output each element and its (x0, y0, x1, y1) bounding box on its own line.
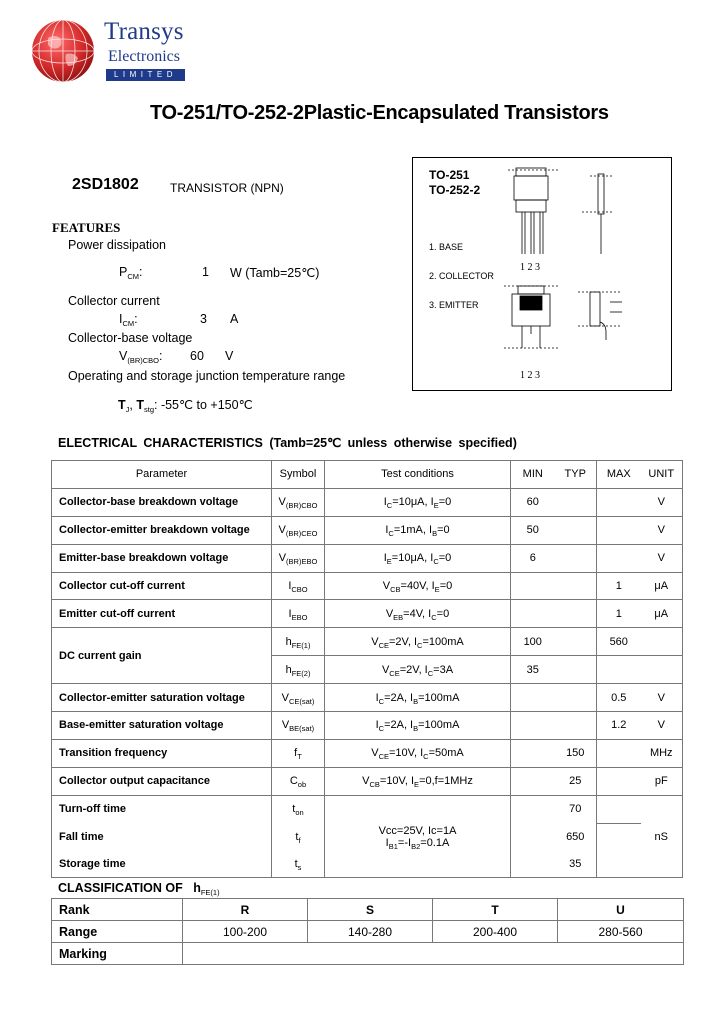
typ-cell (555, 572, 597, 600)
min-cell (511, 600, 555, 628)
max-cell: 1 (597, 572, 641, 600)
voltage-unit: V (225, 349, 234, 363)
param-cell: Collector output capacitance (52, 767, 272, 795)
header-test: Test conditions (325, 461, 511, 489)
unit-cell: V (641, 712, 683, 740)
unit-cell: V (641, 684, 683, 712)
condition-cell-switching: Vcc=25V, Ic=1A $I_{B1}=-I_{B2}=0.1A$ (325, 795, 511, 878)
symbol-cell: $V_{CE(sat)}$ (272, 684, 325, 712)
condition-cell: $I_C=10\mu A$, $I_E=0$ (325, 488, 511, 516)
condition-cell: $I_C=1mA$, $I_B=0$ (325, 516, 511, 544)
unit-cell: pF (641, 767, 683, 795)
min-cell (511, 712, 555, 740)
symbol-cell: $C_{ob}$ (272, 767, 325, 795)
temp-range: $T_J$, $T_{stg}$: -55℃ to +150℃ (118, 398, 253, 414)
power-unit: W (Tamb=25℃) (230, 266, 320, 280)
typ-cell (555, 628, 597, 656)
rank-cell: T (433, 899, 558, 921)
unit-cell: V (641, 516, 683, 544)
max-cell (597, 739, 641, 767)
package-name-2: TO-252-2 (429, 183, 481, 197)
typ-cell: 35 (555, 850, 597, 877)
typ-cell (555, 516, 597, 544)
condition-cell: $I_C=2A$, $I_B=100mA$ (325, 684, 511, 712)
symbol-cell: $V_{(BR)CBO}$ (272, 488, 325, 516)
header-parameter: Parameter (52, 461, 272, 489)
current-value: 3 (200, 312, 207, 326)
min-cell: 6 (511, 544, 555, 572)
condition-cell: $V_{CE}=10V$, $I_C=50mA$ (325, 739, 511, 767)
typ-cell: 150 (555, 739, 597, 767)
range-cell: 200-400 (433, 921, 558, 943)
symbol-cell: $h_{FE(1)}$ (272, 628, 325, 656)
symbol-cell: $V_{(BR)EBO}$ (272, 544, 325, 572)
typ-cell (555, 488, 597, 516)
unit-cell: nS (641, 795, 683, 878)
typ-cell: 650 (555, 823, 597, 850)
typ-cell (555, 712, 597, 740)
rank-cell: R (183, 899, 308, 921)
table-row (52, 488, 683, 516)
pins-top-label: 1 2 3 (520, 262, 540, 273)
symbol-cell: $V_{(BR)CEO}$ (272, 516, 325, 544)
table-row (52, 600, 683, 628)
typ-cell (555, 656, 597, 684)
current-label: Collector current (68, 294, 160, 308)
condition-cell: $V_{CE}=2V$, $I_C=3A$ (325, 656, 511, 684)
min-cell: 35 (511, 656, 555, 684)
pin-1-label: 1. BASE (429, 242, 464, 252)
classification-table (51, 898, 684, 965)
param-cell: DC current gain (52, 628, 272, 684)
company-logo-globe-icon (30, 18, 96, 84)
range-row (52, 921, 684, 943)
header-min: MIN (511, 461, 555, 489)
condition-cell: $V_{CB}=10V$, $I_E=0,f=1MHz$ (325, 767, 511, 795)
typ-cell (555, 600, 597, 628)
temp-label: Operating and storage junction temperature range (68, 369, 346, 383)
table-row (52, 712, 683, 740)
symbol-cell: $t_{on}$ (272, 795, 325, 823)
condition-cell: $I_E=10\mu A$, $I_C=0$ (325, 544, 511, 572)
company-name: Transys (104, 18, 184, 45)
header-typ: TYP (555, 461, 597, 489)
table-row (52, 628, 683, 656)
company-tag: LIMITED (106, 69, 185, 81)
table-row (52, 572, 683, 600)
condition-cell: $V_{EB}=4V$, $I_C=0$ (325, 600, 511, 628)
range-cell: 140-280 (308, 921, 433, 943)
param-cell: Collector-base breakdown voltage (52, 488, 272, 516)
electrical-table (51, 460, 683, 878)
company-subname: Electronics (108, 48, 180, 65)
range-cell: 280-560 (558, 921, 684, 943)
param-cell: Collector cut-off current (52, 572, 272, 600)
unit-cell (641, 628, 683, 656)
param-cell: Base-emitter saturation voltage (52, 712, 272, 740)
power-label: Power dissipation (68, 238, 166, 252)
features-heading: FEATURES (52, 220, 121, 235)
marking-label: Marking (52, 943, 183, 965)
param-cell: Collector-emitter saturation voltage (52, 684, 272, 712)
rank-cell: U (558, 899, 684, 921)
symbol-cell: $I_{CBO}$ (272, 572, 325, 600)
max-cell (597, 656, 641, 684)
min-cell (511, 684, 555, 712)
unit-cell: V (641, 488, 683, 516)
header-max: MAX (597, 461, 641, 489)
typ-cell: 70 (555, 795, 597, 823)
min-cell: 100 (511, 628, 555, 656)
typ-cell (555, 684, 597, 712)
min-cell (511, 739, 555, 767)
part-type: TRANSISTOR (NPN) (170, 181, 284, 195)
table-row (52, 516, 683, 544)
max-cell (597, 850, 641, 877)
min-cell (511, 795, 555, 878)
header-symbol: Symbol (272, 461, 325, 489)
max-cell (597, 823, 641, 850)
max-cell (597, 767, 641, 795)
max-cell (597, 488, 641, 516)
max-cell (597, 516, 641, 544)
marking-row (52, 943, 684, 965)
unit-cell (641, 656, 683, 684)
part-number: 2SD1802 (72, 176, 139, 193)
param-cell: Emitter cut-off current (52, 600, 272, 628)
condition-cell: $I_C=2A$, $I_B=100mA$ (325, 712, 511, 740)
condition-cell: $V_{CE}=2V$, $I_C=100mA$ (325, 628, 511, 656)
electrical-heading: ELECTRICAL CHARACTERISTICS (Tamb=25℃ unless otherwise specified) (58, 436, 517, 450)
min-cell (511, 572, 555, 600)
unit-cell: V (641, 544, 683, 572)
param-cell: Emitter-base breakdown voltage (52, 544, 272, 572)
param-cell: Transition frequency (52, 739, 272, 767)
table-row (52, 739, 683, 767)
min-cell: 50 (511, 516, 555, 544)
pins-bottom-label: 1 2 3 (520, 370, 540, 381)
typ-cell (555, 544, 597, 572)
max-cell (597, 544, 641, 572)
symbol-cell: $f_T$ (272, 739, 325, 767)
min-cell: 60 (511, 488, 555, 516)
package-outline-drawing (498, 162, 668, 384)
current-unit: A (230, 312, 239, 326)
unit-cell: MHz (641, 739, 683, 767)
table-row (52, 544, 683, 572)
param-cell: Fall time (52, 823, 272, 850)
unit-cell: μA (641, 600, 683, 628)
power-symbol: $P_{CM}$: (119, 265, 143, 281)
rank-row (52, 899, 684, 921)
symbol-cell: $h_{FE(2)}$ (272, 656, 325, 684)
rank-cell: S (308, 899, 433, 921)
pin-2-label: 2. COLLECTOR (429, 271, 494, 281)
voltage-value: 60 (190, 349, 204, 363)
marking-cell (183, 943, 684, 965)
voltage-symbol: $V_{(BR)CBO}$: (119, 349, 163, 365)
symbol-cell: $I_{EBO}$ (272, 600, 325, 628)
table-row (52, 795, 683, 823)
page-title: TO-251/TO-252-2Plastic-Encapsulated Transistors (150, 102, 609, 124)
package-diagram-box (412, 157, 672, 391)
table-row (52, 684, 683, 712)
min-cell (511, 767, 555, 795)
rank-label: Rank (52, 899, 183, 921)
max-cell: 0.5 (597, 684, 641, 712)
param-cell: Collector-emitter breakdown voltage (52, 516, 272, 544)
current-symbol: $I_{CM}$: (119, 312, 138, 328)
typ-cell: 25 (555, 767, 597, 795)
param-cell: Storage time (52, 850, 272, 877)
symbol-cell: $V_{BE(sat)}$ (272, 712, 325, 740)
header-unit: UNIT (641, 461, 683, 489)
range-label: Range (52, 921, 183, 943)
param-cell: Turn-off time (52, 795, 272, 823)
table-header-row (52, 461, 683, 489)
package-name-1: TO-251 (429, 168, 470, 182)
unit-cell: μA (641, 572, 683, 600)
classification-heading: CLASSIFICATION OF $h_{FE(1)}$ (58, 881, 220, 897)
table-row (52, 767, 683, 795)
max-cell: 1 (597, 600, 641, 628)
max-cell (597, 795, 641, 823)
symbol-cell: $t_f$ (272, 823, 325, 850)
range-cell: 100-200 (183, 921, 308, 943)
condition-cell: $V_{CB}=40V$, $I_E=0$ (325, 572, 511, 600)
voltage-label: Collector-base voltage (68, 331, 193, 345)
symbol-cell: $t_s$ (272, 850, 325, 877)
max-cell: 1.2 (597, 712, 641, 740)
pin-3-label: 3. EMITTER (429, 300, 479, 310)
power-value: 1 (202, 265, 209, 279)
max-cell: 560 (597, 628, 641, 656)
